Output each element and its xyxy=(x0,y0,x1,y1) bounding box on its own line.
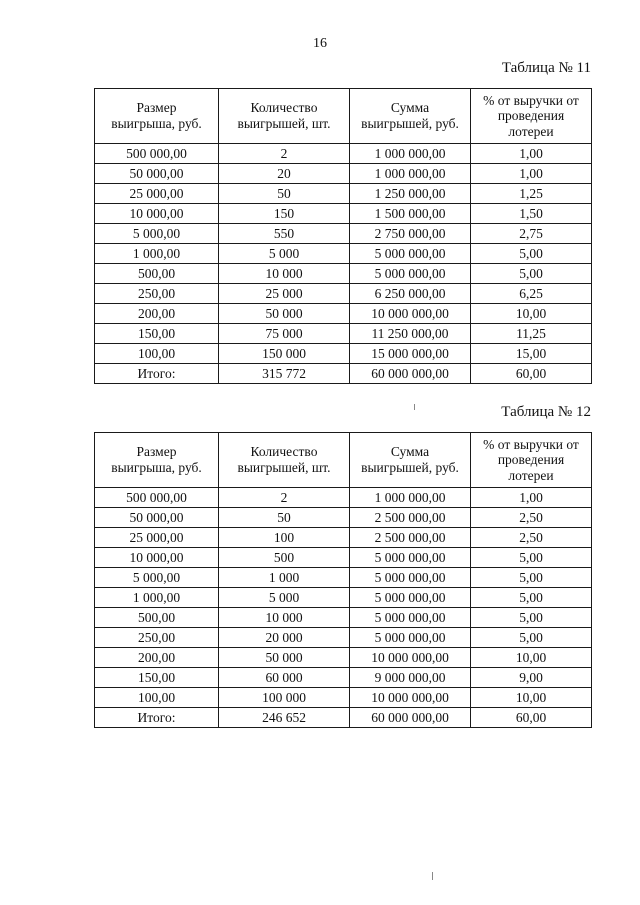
cell-prize-sum: 1 000 000,00 xyxy=(350,488,471,508)
cell-prize-count: 50 xyxy=(219,508,350,528)
cell-prize-count: 315 772 xyxy=(219,364,350,384)
cell-prize-sum: 2 500 000,00 xyxy=(350,528,471,548)
cell-prize-count: 5 000 xyxy=(219,588,350,608)
header-prize-count xyxy=(219,433,350,488)
cell-prize-sum: 15 000 000,00 xyxy=(350,344,471,364)
total-row xyxy=(95,364,592,384)
table-row xyxy=(95,628,592,648)
cell-prize-size: 100,00 xyxy=(95,344,219,364)
cell-prize-size: 500,00 xyxy=(95,608,219,628)
cell-revenue-percent: 2,50 xyxy=(471,508,592,528)
cell-prize-size: 50 000,00 xyxy=(95,508,219,528)
table-row xyxy=(95,164,592,184)
cell-prize-size: 1 000,00 xyxy=(95,244,219,264)
cell-prize-size: 250,00 xyxy=(95,628,219,648)
cell-prize-sum: 2 500 000,00 xyxy=(350,508,471,528)
cell-prize-sum: 10 000 000,00 xyxy=(350,648,471,668)
cell-prize-count: 150 000 xyxy=(219,344,350,364)
cell-prize-sum: 5 000 000,00 xyxy=(350,568,471,588)
cell-prize-size: 5 000,00 xyxy=(95,568,219,588)
cell-prize-count: 50 000 xyxy=(219,648,350,668)
cell-prize-size: 1 000,00 xyxy=(95,588,219,608)
cell-revenue-percent: 2,75 xyxy=(471,224,592,244)
cell-revenue-percent: 5,00 xyxy=(471,244,592,264)
table-row xyxy=(95,488,592,508)
scan-mark xyxy=(432,872,433,880)
table-row xyxy=(95,224,592,244)
cell-prize-sum: 6 250 000,00 xyxy=(350,284,471,304)
header-line: выигрышей, шт. xyxy=(237,460,331,475)
table-row xyxy=(95,688,592,708)
table-row xyxy=(95,304,592,324)
cell-prize-size: 500 000,00 xyxy=(95,144,219,164)
header-line: Количество xyxy=(250,100,318,116)
header-prize-sum xyxy=(350,433,471,488)
table-row xyxy=(95,568,592,588)
cell-prize-sum: 5 000 000,00 xyxy=(350,608,471,628)
cell-prize-count: 100 000 xyxy=(219,688,350,708)
header-line: выигрыша, руб. xyxy=(111,460,202,475)
header-revenue-percent xyxy=(471,89,592,144)
table-row xyxy=(95,508,592,528)
cell-prize-size: 500 000,00 xyxy=(95,488,219,508)
header-prize-size xyxy=(95,433,219,488)
cell-revenue-percent: 60,00 xyxy=(471,708,592,728)
cell-prize-size: 10 000,00 xyxy=(95,548,219,568)
header-line: лотереи xyxy=(508,123,554,139)
table-row xyxy=(95,204,592,224)
prize-table-11 xyxy=(94,88,592,384)
cell-prize-count: 20 000 xyxy=(219,628,350,648)
table-header-row xyxy=(95,433,592,488)
cell-prize-sum: 5 000 000,00 xyxy=(350,588,471,608)
header-line: Сумма xyxy=(390,444,430,460)
header-line: проведения xyxy=(497,108,565,124)
cell-prize-size: 50 000,00 xyxy=(95,164,219,184)
cell-prize-count: 550 xyxy=(219,224,350,244)
cell-prize-count: 2 xyxy=(219,488,350,508)
cell-prize-sum: 5 000 000,00 xyxy=(350,244,471,264)
table-row xyxy=(95,608,592,628)
cell-prize-count: 2 xyxy=(219,144,350,164)
table-row xyxy=(95,184,592,204)
header-line: % от выручки от xyxy=(483,436,579,452)
cell-revenue-percent: 10,00 xyxy=(471,304,592,324)
cell-revenue-percent: 15,00 xyxy=(471,344,592,364)
cell-revenue-percent: 5,00 xyxy=(471,608,592,628)
cell-prize-count: 5 000 xyxy=(219,244,350,264)
header-line: выигрышей, шт. xyxy=(237,116,331,131)
cell-prize-count: 25 000 xyxy=(219,284,350,304)
cell-revenue-percent: 1,00 xyxy=(471,488,592,508)
cell-revenue-percent: 1,25 xyxy=(471,184,592,204)
cell-prize-sum: 5 000 000,00 xyxy=(350,264,471,284)
cell-revenue-percent: 5,00 xyxy=(471,568,592,588)
cell-prize-size: Итого: xyxy=(95,364,219,384)
cell-prize-count: 50 xyxy=(219,184,350,204)
cell-prize-count: 10 000 xyxy=(219,264,350,284)
table-row xyxy=(95,588,592,608)
cell-revenue-percent: 5,00 xyxy=(471,264,592,284)
table-row xyxy=(95,668,592,688)
cell-revenue-percent: 1,00 xyxy=(471,144,592,164)
cell-prize-count: 20 xyxy=(219,164,350,184)
table-row xyxy=(95,144,592,164)
cell-prize-sum: 11 250 000,00 xyxy=(350,324,471,344)
cell-prize-count: 100 xyxy=(219,528,350,548)
header-revenue-percent xyxy=(471,433,592,488)
total-row xyxy=(95,708,592,728)
cell-prize-sum: 2 750 000,00 xyxy=(350,224,471,244)
table-row xyxy=(95,548,592,568)
cell-prize-sum: 1 500 000,00 xyxy=(350,204,471,224)
cell-prize-size: 500,00 xyxy=(95,264,219,284)
header-line: Размер xyxy=(136,444,177,460)
cell-revenue-percent: 1,00 xyxy=(471,164,592,184)
cell-prize-size: 250,00 xyxy=(95,284,219,304)
cell-revenue-percent: 2,50 xyxy=(471,528,592,548)
cell-prize-size: 5 000,00 xyxy=(95,224,219,244)
cell-prize-sum: 60 000 000,00 xyxy=(350,364,471,384)
table-body xyxy=(95,144,592,384)
table-body xyxy=(95,488,592,728)
cell-prize-count: 246 652 xyxy=(219,708,350,728)
header-line: % от выручки от xyxy=(483,92,579,108)
cell-revenue-percent: 10,00 xyxy=(471,648,592,668)
table-row xyxy=(95,528,592,548)
cell-revenue-percent: 5,00 xyxy=(471,548,592,568)
cell-prize-count: 50 000 xyxy=(219,304,350,324)
cell-revenue-percent: 11,25 xyxy=(471,324,592,344)
cell-prize-size: 10 000,00 xyxy=(95,204,219,224)
cell-prize-sum: 10 000 000,00 xyxy=(350,688,471,708)
header-line: выигрышей, руб. xyxy=(361,116,459,131)
cell-prize-sum: 10 000 000,00 xyxy=(350,304,471,324)
header-prize-count xyxy=(219,89,350,144)
header-line: выигрышей, руб. xyxy=(361,460,459,475)
table-row xyxy=(95,264,592,284)
cell-revenue-percent: 6,25 xyxy=(471,284,592,304)
table-11-caption: Таблица № 11 xyxy=(501,60,591,76)
cell-prize-count: 500 xyxy=(219,548,350,568)
cell-revenue-percent: 10,00 xyxy=(471,688,592,708)
cell-revenue-percent: 1,50 xyxy=(471,204,592,224)
cell-revenue-percent: 5,00 xyxy=(471,588,592,608)
cell-revenue-percent: 5,00 xyxy=(471,628,592,648)
cell-prize-size: 150,00 xyxy=(95,668,219,688)
cell-prize-size: 25 000,00 xyxy=(95,184,219,204)
cell-prize-sum: 5 000 000,00 xyxy=(350,548,471,568)
cell-prize-count: 10 000 xyxy=(219,608,350,628)
cell-prize-size: Итого: xyxy=(95,708,219,728)
cell-prize-size: 150,00 xyxy=(95,324,219,344)
header-line: Количество xyxy=(250,444,318,460)
header-line: Сумма xyxy=(390,100,430,116)
cell-prize-size: 25 000,00 xyxy=(95,528,219,548)
header-prize-sum xyxy=(350,89,471,144)
cell-prize-size: 200,00 xyxy=(95,648,219,668)
cell-prize-size: 100,00 xyxy=(95,688,219,708)
header-line: Размер xyxy=(136,100,177,116)
prize-table-12 xyxy=(94,432,592,728)
cell-prize-sum: 9 000 000,00 xyxy=(350,668,471,688)
cell-prize-count: 75 000 xyxy=(219,324,350,344)
cell-revenue-percent: 9,00 xyxy=(471,668,592,688)
header-prize-size xyxy=(95,89,219,144)
table-header-row xyxy=(95,89,592,144)
table-row xyxy=(95,344,592,364)
cell-prize-sum: 1 000 000,00 xyxy=(350,164,471,184)
cell-prize-size: 200,00 xyxy=(95,304,219,324)
table-row xyxy=(95,284,592,304)
table-row xyxy=(95,324,592,344)
page-number: 16 xyxy=(313,36,327,51)
header-line: лотереи xyxy=(508,467,554,483)
cell-prize-sum: 1 250 000,00 xyxy=(350,184,471,204)
cell-prize-sum: 60 000 000,00 xyxy=(350,708,471,728)
cell-prize-count: 1 000 xyxy=(219,568,350,588)
cell-prize-count: 60 000 xyxy=(219,668,350,688)
table-12-caption: Таблица № 12 xyxy=(501,404,591,420)
header-line: проведения xyxy=(497,452,565,468)
cell-prize-count: 150 xyxy=(219,204,350,224)
cell-prize-sum: 5 000 000,00 xyxy=(350,628,471,648)
table-row xyxy=(95,244,592,264)
cell-revenue-percent: 60,00 xyxy=(471,364,592,384)
header-line: выигрыша, руб. xyxy=(111,116,202,131)
scan-mark xyxy=(414,404,415,410)
cell-prize-sum: 1 000 000,00 xyxy=(350,144,471,164)
table-row xyxy=(95,648,592,668)
